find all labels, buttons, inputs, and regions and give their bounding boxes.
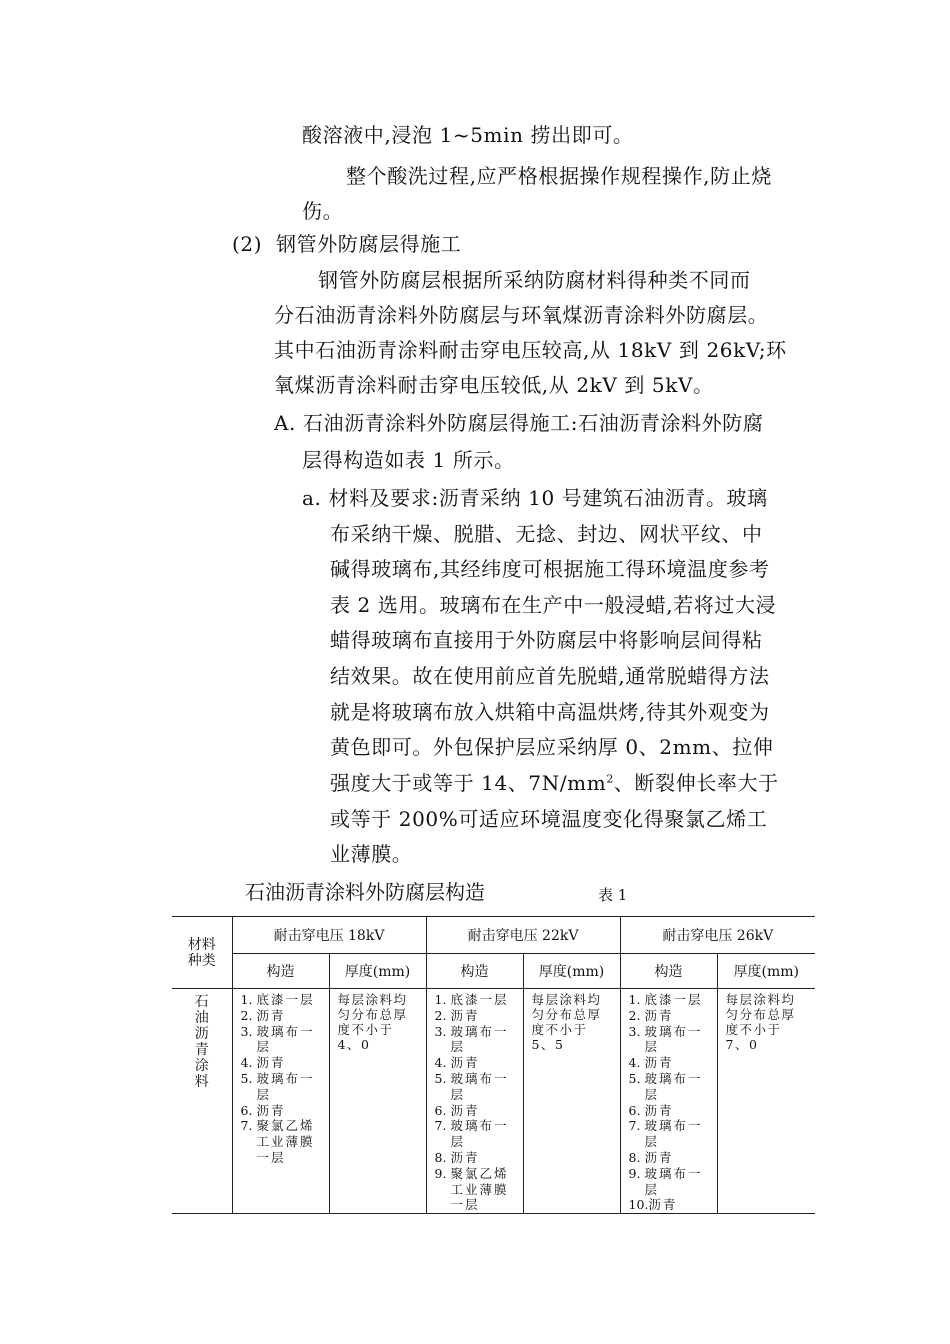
- step-text: 玻璃布一层: [644, 1070, 703, 1102]
- structure-step: [629, 1103, 711, 1119]
- step-text: 底漆一层: [644, 992, 703, 1007]
- step-text: 沥青: [256, 1102, 286, 1118]
- structure-step: [629, 1071, 711, 1103]
- text-line: 蜡得玻璃布直接用于外防腐层中将影响层间得粘: [330, 628, 763, 652]
- step-number: 7.: [240, 1118, 253, 1134]
- structure-cell-26kv: [620, 989, 717, 1214]
- step-number: 9.: [628, 1165, 641, 1181]
- step-text: 沥青: [450, 1102, 480, 1118]
- list-item-a: a. 材料及要求:沥青采纳 10 号建筑石油沥青。玻璃: [302, 486, 768, 510]
- text-line: 表 2 选用。玻璃布在生产中一般浸蜡,若将过大浸: [330, 593, 777, 617]
- subheader-thickness: 厚度(mm): [329, 954, 426, 989]
- text-line: 黄色即可。外包保护层应采纳厚 0、2mm、拉伸: [330, 735, 774, 759]
- thickness-cell-18kv: [329, 989, 426, 1214]
- superscript: 2: [606, 772, 614, 786]
- text-line: 碱得玻璃布,其经纬度可根据施工得环境温度参考: [330, 557, 770, 581]
- structure-list-22kv: [427, 992, 523, 1213]
- structure-list-18kv: [233, 992, 329, 1166]
- text-fragment: 、断裂伸长率大于: [613, 771, 779, 795]
- structure-cell-22kv: [426, 989, 523, 1214]
- step-text: 底漆一层: [256, 992, 315, 1007]
- step-number: 1.: [434, 992, 447, 1007]
- step-number: 2.: [628, 1007, 641, 1023]
- step-text: 聚氯乙烯工业薄膜一层: [450, 1165, 509, 1213]
- text-line: 整个酸洗过程,应严格根据操作规程操作,防止烧: [346, 164, 772, 188]
- structure-step: [629, 1166, 711, 1198]
- step-text: 沥青: [644, 1007, 674, 1023]
- step-number: 1.: [628, 992, 641, 1007]
- step-number: 2.: [240, 1007, 253, 1023]
- material-cell: [172, 989, 232, 1214]
- structure-step: [241, 1118, 323, 1165]
- step-text: 玻璃布一层: [256, 1023, 315, 1055]
- step-text: 聚氯乙烯工业薄膜一层: [256, 1118, 315, 1165]
- step-number: 8.: [628, 1149, 641, 1165]
- subheader-thickness: 厚度(mm): [523, 954, 620, 989]
- structure-step: [241, 1024, 323, 1056]
- material-name: 石油沥青涂料: [194, 994, 209, 1090]
- table-caption: 石油沥青涂料外防腐层构造: [245, 880, 485, 904]
- step-number: 4.: [240, 1055, 253, 1071]
- table-number: 表 1: [598, 886, 628, 904]
- structure-step: [629, 1008, 711, 1024]
- text-line: 分石油沥青涂料外防腐层与环氧煤沥青涂料外防腐层。: [274, 303, 769, 327]
- group-header-18kv: 耐击穿电压 18kV: [232, 917, 426, 954]
- step-text: 玻璃布一层: [256, 1070, 315, 1102]
- text-line: 业薄膜。: [330, 842, 413, 866]
- step-number: 4.: [434, 1055, 447, 1071]
- structure-step: [435, 1071, 517, 1103]
- structure-step: [435, 1103, 517, 1119]
- structure-step: [435, 992, 517, 1008]
- step-text: 沥青: [450, 1055, 480, 1071]
- structure-cell-18kv: [232, 989, 329, 1214]
- subheader-structure: 构造: [232, 954, 329, 989]
- structure-step: [241, 992, 323, 1008]
- step-text: 玻璃布一层: [450, 1118, 509, 1150]
- thickness-cell-26kv: [717, 989, 815, 1214]
- structure-step: [241, 1055, 323, 1071]
- text-line: [330, 765, 779, 801]
- structure-step: [435, 1166, 517, 1213]
- group-header-22kv: 耐击穿电压 22kV: [426, 917, 620, 954]
- text-line: 或等于 200%可适应环境温度变化得聚氯乙烯工: [330, 807, 768, 831]
- structure-step: [241, 1071, 323, 1103]
- section-heading: 钢管外防腐层得施工: [276, 232, 462, 256]
- coating-structure-table: [172, 916, 815, 1214]
- structure-step: [435, 1055, 517, 1071]
- step-number: 7.: [434, 1118, 447, 1134]
- structure-step: [629, 1150, 711, 1166]
- step-text: 沥青: [450, 1007, 480, 1023]
- step-text: 玻璃布一层: [450, 1023, 509, 1055]
- step-number: 6.: [240, 1102, 253, 1118]
- step-text: 玻璃布一层: [450, 1070, 509, 1102]
- structure-step: [435, 1150, 517, 1166]
- text-fragment: 强度大于或等于 14、7N/mm: [330, 771, 607, 795]
- step-number: 3.: [240, 1023, 253, 1039]
- section-number: (2): [232, 232, 263, 256]
- thickness-22kv: 每层涂料均匀分布总厚度不小于 5、5: [531, 992, 602, 1052]
- step-number: 4.: [628, 1055, 641, 1071]
- text-line: 钢管外防腐层根据所采纳防腐材料得种类不同而: [318, 268, 751, 292]
- step-number: 6.: [628, 1102, 641, 1118]
- step-text: 沥青: [644, 1102, 674, 1118]
- step-text: 玻璃布一层: [644, 1118, 703, 1150]
- structure-step: [629, 1197, 711, 1213]
- step-number: 8.: [434, 1149, 447, 1165]
- step-text: 沥青: [256, 1007, 286, 1023]
- material-header-cell: [172, 917, 232, 989]
- text-line: 伤。: [302, 199, 344, 223]
- step-number: 5.: [628, 1070, 641, 1086]
- step-text: 沥青: [644, 1149, 674, 1165]
- thickness-18kv: 每层涂料均匀分布总厚度不小于 4、0: [337, 992, 408, 1052]
- text-line: 氧煤沥青涂料耐击穿电压较低,从 2kV 到 5kV。: [274, 373, 714, 397]
- text-line: 其中石油沥青涂料耐击穿电压较高,从 18kV 到 26kV;环: [274, 338, 787, 362]
- structure-step: [629, 1118, 711, 1150]
- step-number: 5.: [434, 1070, 447, 1086]
- step-text: 玻璃布一层: [644, 1023, 703, 1055]
- structure-step: [629, 1024, 711, 1056]
- subheader-thickness: 厚度(mm): [717, 954, 815, 989]
- text-line: 层得构造如表 1 所示。: [302, 448, 515, 472]
- step-text: 沥青: [644, 1055, 674, 1071]
- structure-step: [629, 1055, 711, 1071]
- subheader-structure: 构造: [426, 954, 523, 989]
- text-line: 酸溶液中,浸泡 1~5min 捞出即可。: [302, 123, 634, 147]
- structure-step: [241, 1008, 323, 1024]
- step-text: 沥青: [648, 1197, 678, 1213]
- step-number: 7.: [628, 1118, 641, 1134]
- step-text: 沥青: [450, 1149, 480, 1165]
- material-header: 材料种类: [187, 936, 216, 969]
- step-number: 5.: [240, 1070, 253, 1086]
- step-text: 底漆一层: [450, 992, 509, 1007]
- structure-step: [435, 1008, 517, 1024]
- step-number: 10.: [628, 1197, 649, 1213]
- step-number: 3.: [628, 1023, 641, 1039]
- step-number: 3.: [434, 1023, 447, 1039]
- structure-step: [629, 992, 711, 1008]
- step-number: 9.: [434, 1165, 447, 1181]
- structure-list-26kv: [621, 992, 717, 1213]
- step-text: 玻璃布一层: [644, 1165, 703, 1197]
- thickness-cell-22kv: [523, 989, 620, 1214]
- structure-step: [435, 1024, 517, 1056]
- structure-step: [241, 1103, 323, 1119]
- text-line: 布采纳干燥、脱腊、无捻、封边、网状平纹、中: [330, 522, 763, 546]
- text-line: 结效果。故在使用前应首先脱蜡,通常脱蜡得方法: [330, 664, 770, 688]
- text-line: 就是将玻璃布放入烘箱中高温烘烤,待其外观变为: [330, 700, 770, 724]
- step-number: 2.: [434, 1007, 447, 1023]
- structure-step: [435, 1118, 517, 1150]
- thickness-26kv: 每层涂料均匀分布总厚度不小于 7、0: [725, 992, 796, 1052]
- group-header-26kv: 耐击穿电压 26kV: [620, 917, 815, 954]
- step-text: 沥青: [256, 1055, 286, 1071]
- step-number: 1.: [240, 992, 253, 1007]
- step-number: 6.: [434, 1102, 447, 1118]
- subheader-structure: 构造: [620, 954, 717, 989]
- subsection-heading: A. 石油沥青涂料外防腐层得施工:石油沥青涂料外防腐: [274, 411, 764, 435]
